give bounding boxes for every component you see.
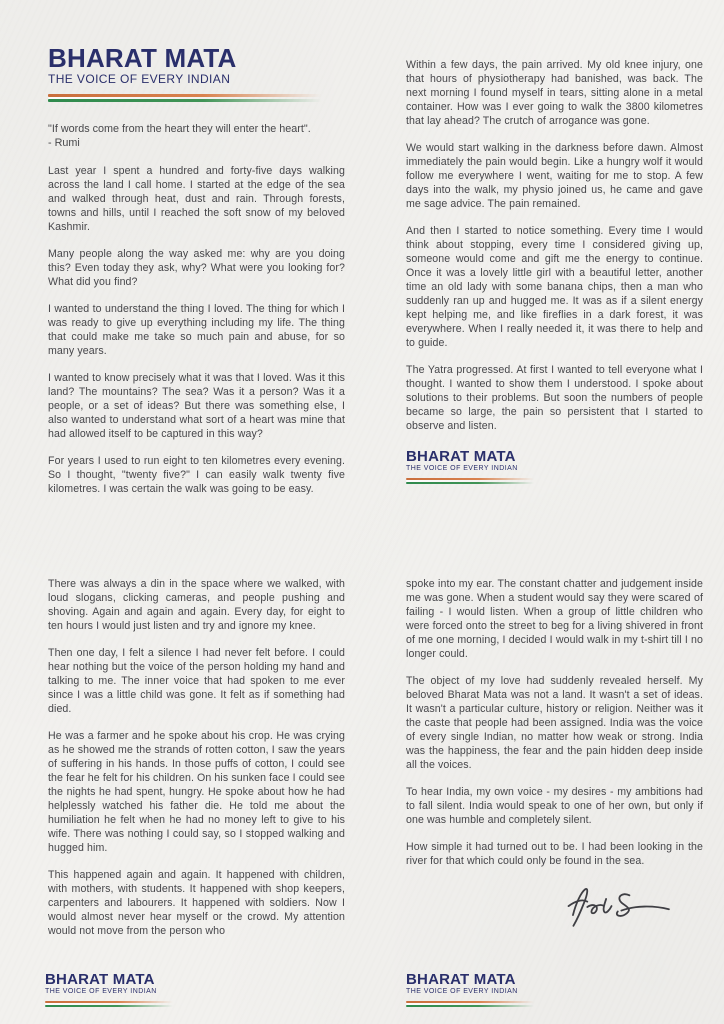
brand-subtitle: THE VOICE OF EVERY INDIAN: [48, 72, 231, 86]
green-stripe: [406, 1005, 538, 1007]
brand-subtitle: THE VOICE OF EVERY INDIAN: [45, 988, 157, 995]
bharat-mata-logo-footer-left: [45, 972, 177, 1007]
body-paragraph: Then one day, I felt a silence I had never felt before. I could hear nothing but the voice of the person holding my hand and talking to me. The inner voice that had spoken to me ever since I was a little child was gone. It felt as if something had died.: [48, 647, 345, 715]
brand-title: BHARAT MATA: [45, 971, 155, 988]
column-top-left: [48, 45, 345, 509]
india-tricolor-bar: [406, 1001, 538, 1007]
body-paragraph: He was a farmer and he spoke about his crop. He was crying as he showed me the strands of rotten cotton, I saw the years of suffering in his hands. In those puffs of cotton, I could see the fear he felt for his children. On his sunken face I could see the nights he had spent, hungry. He spoke about how he had helplessly watched his father die. He told me about the humiliation he felt when he had no money left to give to his wife. There was nothing I could say, so I stopped walking and hugged him.: [48, 730, 345, 854]
handwritten-signature-icon: [406, 881, 703, 933]
body-paragraph: This happened again and again. It happened with children, with mothers, with students. It happened with shop keepers, carpenters and labourers. It happened with soldiers. Now I would almost never hear myself or the crowd. My attention would not move from the person who: [48, 869, 345, 937]
body-paragraph: The object of my love had suddenly revealed herself. My beloved Bharat Mata was not a land. It wasn't a set of ideas. It wasn't a particular culture, history or religion. Neither was it the caste that people had been assigned. India was the voice of every single Indian, no matter how weak or strong. India was the happiness, the fear and the pain hidden deep inside all the voices.: [406, 675, 703, 771]
body-paragraph: spoke into my ear. The constant chatter and judgement inside me was gone. When a student would say they were scared of failing - I would listen. When a group of little children who were forced onto the street to beg for a living shivered in front of me one morning, I decided I would walk in my t-shirt till I no longer could.: [406, 578, 703, 660]
india-tricolor-bar: [48, 94, 330, 102]
body-paragraph: And then I started to notice something. Every time I would think about stopping, every time I considered giving up, someone would come and gift me the energy to continue. Once it was a lovely little girl with a beautiful letter, another time an old lady with some banana chips, then a man who suddenly ran up and hugged me. It was as if a silent energy kept helping me, and like fireflies in a dark forest, it was everywhere. When I really needed it, it was there to help and to guide.: [406, 225, 703, 349]
body-paragraph: To hear India, my own voice - my desires - my ambitions had to fall silent. India would speak to one of her own, but only if one was humble and completely silent.: [406, 786, 703, 826]
epigraph: [48, 122, 345, 150]
brand-title: BHARAT MATA: [406, 448, 516, 465]
column-bottom-left: [48, 577, 345, 951]
brand-subtitle: THE VOICE OF EVERY INDIAN: [406, 988, 518, 995]
bharat-mata-logo-footer-right: [406, 972, 538, 1007]
body-paragraph: Last year I spent a hundred and forty-five days walking across the land I call home. I started at the edge of the sea and walked through heat, dust and rain. Through forests, towns and hills, until I reached the soft snow of my beloved Kashmir.: [48, 164, 345, 233]
column-bottom-right: [406, 577, 703, 933]
green-stripe: [48, 99, 330, 102]
green-stripe: [45, 1005, 177, 1007]
body-paragraph: How simple it had turned out to be. I had been looking in the river for that which could only be found in the sea.: [406, 841, 703, 867]
body-paragraph: There was always a din in the space where we walked, with loud slogans, clicking cameras, and people pushing and shoving. Again and again and again. Every day, for eight to ten hours I would just listen and try and ignore my knee.: [48, 578, 345, 632]
brand-subtitle: THE VOICE OF EVERY INDIAN: [406, 465, 518, 472]
body-paragraph: Within a few days, the pain arrived. My old knee injury, one that hours of physiotherapy had banished, was back. The next morning I found myself in tears, sitting alone in a metal container. How was I ever going to walk the 3800 kilometres that lay ahead? The crutch of arrogance was gone.: [406, 59, 703, 127]
bharat-mata-logo-main: [48, 45, 345, 102]
body-paragraph: I wanted to know precisely what it was that I loved. Was it this land? The mountains? The sea? Was it a person? Was it a people, or a set of ideas? But there was something else, I also wanted to understand what sort of a heart was mine that had allowed itself to be captured in this way?: [48, 371, 345, 440]
india-tricolor-bar: [45, 1001, 177, 1007]
body-paragraph: Many people along the way asked me: why are you doing this? Even today they ask, why? What were you looking for? What did you find?: [48, 247, 345, 288]
body-paragraph: I wanted to understand the thing I loved. The thing for which I was ready to give up everything including my life. The thing that could make me take so much pain and abuse, for so many years.: [48, 302, 345, 357]
bharat-mata-logo-mid: [406, 449, 703, 484]
green-stripe: [406, 482, 538, 484]
body-paragraph: We would start walking in the darkness before dawn. Almost immediately the pain would begin. Like a hungry wolf it would follow me everywhere I went, waiting for me to stop. A few days into the walk, my physio joined us, he came and gave me sage advice. The pain remained.: [406, 142, 703, 210]
quote-attribution: - Rumi: [48, 136, 80, 149]
brand-title: BHARAT MATA: [48, 43, 237, 73]
quote-text: "If words come from the heart they will enter the heart".: [48, 122, 311, 135]
column-top-right: [406, 58, 703, 484]
body-paragraph: The Yatra progressed. At first I wanted to tell everyone what I thought. I wanted to show them I understood. I spoke about solutions to their problems. But soon the numbers of people became so large, the pain so persistent that I started to observe and listen.: [406, 364, 703, 432]
brand-title: BHARAT MATA: [406, 971, 516, 988]
body-paragraph: For years I used to run eight to ten kilometres every evening. So I thought, "twenty five?" I can easily walk twenty five kilometres. I was certain the walk was going to be easy.: [48, 454, 345, 495]
india-tricolor-bar: [406, 478, 538, 484]
